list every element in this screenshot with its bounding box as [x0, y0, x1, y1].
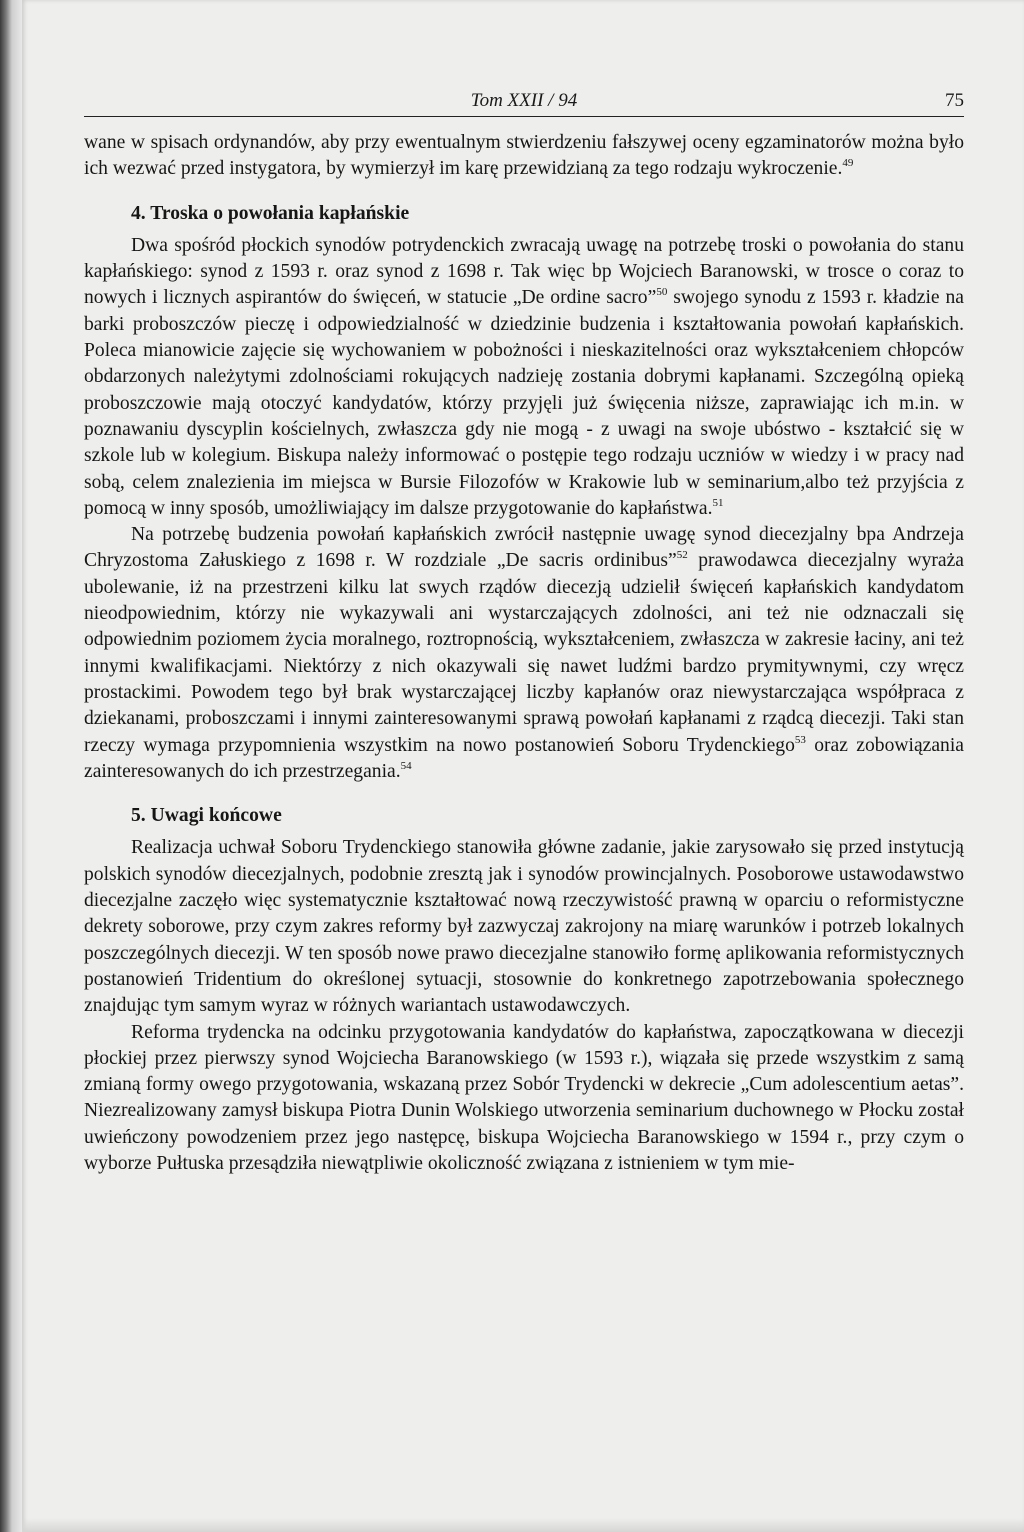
- page-number: 75: [945, 90, 964, 111]
- section-heading-4: 4. Troska o powołania kapłańskie: [131, 202, 410, 224]
- paragraph: Reforma trydencka na odcinku przygotowania kandydatów do kapłaństwa, zapoczątkowana w diecezji płockiej przez pierwszy synod Wojciecha Baranowskiego (w 1593 r.), wiązała się przede wszystkim z samą zmianą formy owego przygotowania, wskazaną przez Sobór Trydencki w dekrecie „Cum adolescentium aetas”. Niezrealizowany zamysł biskupa Piotra Dunin Wolskiego utworzenia seminarium duchownego w Płocku został uwieńczony powodzeniem przez jego następcę, biskupa Wojciecha Baranowskiego w 1594 r., przy czym o wyborze Pułtuska przesądziła niewątpliwie okoliczność związana z istnieniem w tym mie-: [84, 1021, 964, 1174]
- text-run: oraz zobowiązania zainteresowanych do ich przestrzegania.: [84, 734, 964, 782]
- text-run: prawodawca diecezjalny wyraża ubolewanie, iż na przestrzeni kilku lat swych rządów diecezją udzielił święceń kapłańskich kandydatom nieodpowiednim, którzy nie wykazywali ani wystarczających zdolności, ani też nie odznaczali się odpowiednim poziomem życia moralnego, roztropnością, wykształceniem, zwłaszcza w zakresie łaciny, ani też innymi kwalifikacjami. Niektórzy z nich okazywali się nawet ludźmi bardzo prymitywnymi, czy wręcz prostackimi. Powodem tego był brak wystarczającej liczby kapłanów oraz niewystarczająca współpraca z dziekanami, proboszczami i innymi zainteresowanymi sprawą powołań kapłanami z rządcą diecezji. Taki stan rzeczy wymaga przypomnienia wszystkim na nowo postanowień Soboru Trydenckiego: [84, 550, 965, 756]
- page-header: [84, 86, 964, 117]
- body-text: [84, 130, 964, 1177]
- text-run: Dwa spośród płockich synodów potrydenckich zwracają uwagę na potrzebę troski o powołania do stanu kapłańskiego: synod z 1593 r. oraz synod z 1698 r. Tak więc bp Wojciech Baranowski, w trosce o coraz to nowych i licznych aspirantów do święceń, w statucie „De ordine sacro”: [84, 234, 964, 309]
- footnote-ref: 53: [794, 733, 806, 746]
- text-run: swojego synodu z 1593 r. kładzie na barki proboszczów pieczę i odpowiedzialność w dziedzinie budzenia i kształtowania powołań kapłańskich. Poleca mianowicie zajęcie się wychowaniem w pobożności i nieskazitelności oraz wykształceniem chłopców obdarzonych należytymi zdolnościami rokujących nadzieję zostania dobrymi kapłanami. Szczególną opieką proboszczowie mają otoczyć kandydatów, którzy przyjęli już święcenia niższe, zaprawiając ich m.in. w poznawaniu dyscyplin kościelnych, zwłaszcza gdy nie mogą - z uwagi na swoje ubóstwo - kształcić się w szkole lub w kolegium. Biskupa należy informować o postępie tego rodzaju uczniów w wiedzy i w pracy nad sobą, celem znalezienia im miejsca w Bursie Filozofów w Krakowie lub w seminarium,albo też przyjścia z pomocą w inny sposób, umożliwiający im dalsze przygotowanie do kapłaństwa.: [84, 287, 965, 519]
- footnote-ref: 50: [656, 286, 668, 299]
- paragraph: [84, 522, 964, 785]
- text-run: wane w spisach ordynandów, aby przy ewentualnym stwierdzeniu fałszywej oceny egzaminatorów można było ich wezwać przed instygatora, by wymierzył im karę przewidzianą za tego rodzaju wykroczenie.: [84, 132, 964, 180]
- paragraph-continuation: [84, 130, 964, 183]
- running-title: Tom XXII / 94: [470, 90, 578, 111]
- footnote-ref: 51: [712, 496, 724, 509]
- section-heading-5: 5. Uwagi końcowe: [131, 805, 282, 827]
- page-bottom-shadow: [22, 1518, 1024, 1532]
- footnote-ref: 52: [676, 549, 688, 562]
- footnote-ref: 49: [842, 157, 854, 170]
- text-run: Na potrzebę budzenia powołań kapłańskich zwrócił następnie uwagę synod diecezjalny bpa Andrzeja Chryzostoma Załuskiego z 1698 r. W rozdziale „De sacris ordinibus”: [84, 524, 964, 572]
- paragraph: Realizacja uchwał Soboru Trydenckiego stanowiła główne zadanie, jakie zarysowało się przed instytucją polskich synodów diecezjalnych, podobnie zresztą jak i synodów prowincjalnych. Posoborowe ustawodawstwo diecezjalne zaczęło więc systematycznie kształtować nową rzeczywistość prawną w oparciu o reformistyczne dekrety soborowe, przy czym zakres reformy był zazwyczaj zakrojony na miarę warunków i potrzeb lokalnych poszczególnych diecezji. W ten sposób nowe prawo diecezjalne stanowiło formę aplikowania reformistycznych postanowień Tridentium do określonej sytuacji, stosownie do konkretnego zapotrzebowania społecznego znajdując tym samym wyraz w różnych wariantach ustawodawczych.: [84, 837, 964, 1017]
- footnote-ref: 54: [400, 759, 412, 772]
- book-binding-shadow: [0, 0, 22, 1532]
- paragraph: [84, 233, 964, 522]
